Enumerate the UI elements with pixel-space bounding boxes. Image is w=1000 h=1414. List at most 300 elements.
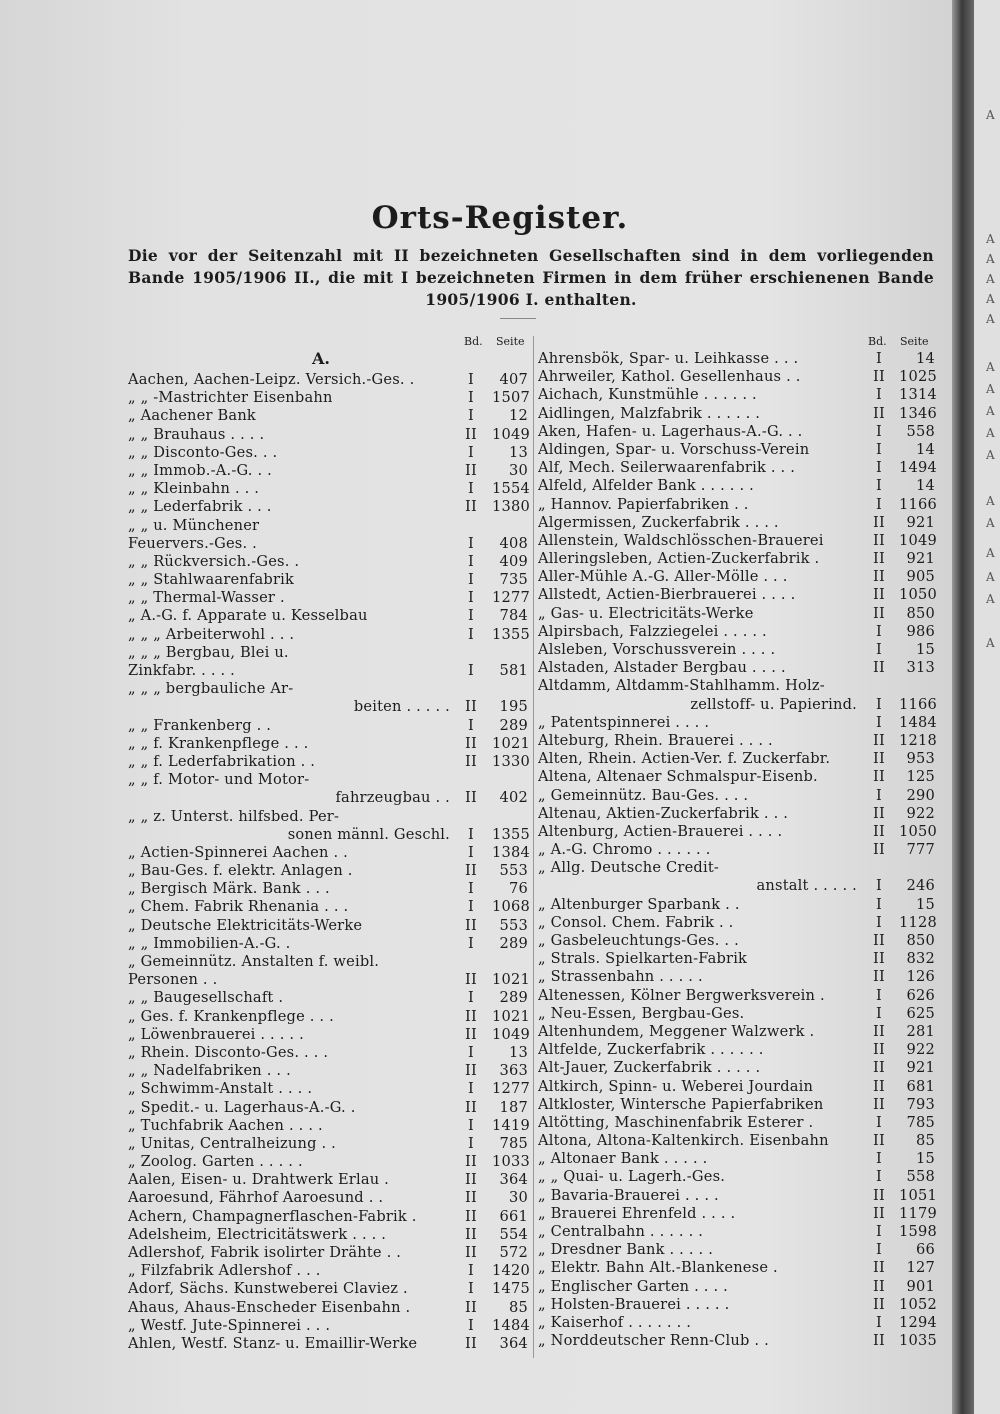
entry-page: 281 [906,1022,935,1040]
entry-volume: I [468,480,474,498]
entry-page: 1068 [492,898,530,916]
right-entry-row [538,859,935,877]
entry-volume: I [468,825,474,843]
entry-volume: II [873,731,885,749]
entry-name: „ „ f. Motor- und Motor- [128,771,310,789]
entry-name: Ahlen, Westf. Stanz- u. Emaillir-Werke [128,1334,418,1352]
right-entry-row [538,768,935,786]
entry-page: 832 [906,950,935,968]
right-entry-row [538,405,935,423]
entry-volume: II [465,1244,477,1261]
left-entry-row [128,662,528,680]
entry-volume: I [876,713,882,731]
entry-volume: II [873,1041,885,1059]
entry-name: „ Hannov. Papierfabriken . . [538,495,749,513]
entry-volume: I [468,1043,474,1061]
right-entry-row [538,1223,935,1241]
entry-page: 553 [499,916,528,934]
left-entry-row [128,862,528,880]
entry-name: „ „ „ Arbeiterwohl . . . [128,625,295,643]
entry-name: „ „ Stahlwaarenfabrik [128,571,295,589]
left-entry-row [128,480,528,498]
entry-volume: II [465,461,477,479]
right-column [538,350,935,1350]
entry-name: Altötting, Maschinenfabrik Esterer . [538,1113,814,1131]
entry-name: Adlershof, Fabrik isolirter Drähte . . [128,1244,402,1261]
right-entry-row [538,787,935,805]
entry-volume: II [873,531,885,549]
entry-volume: II [873,1204,885,1222]
right-entry-row [538,968,935,986]
entry-volume: II [873,1059,885,1077]
entry-volume: II [873,513,885,531]
right-entry-row [538,1096,935,1114]
entry-volume: II [465,752,477,770]
entry-name: sonen männl. Geschl. [287,825,450,843]
left-entry-row [128,553,528,571]
entry-name: Allenstein, Waldschlösschen-Brauerei [538,531,824,549]
entry-name: Altdamm, Altdamm-Stahlhamm. Holz- [538,677,825,695]
entry-volume: I [468,625,474,643]
right-entry-row [538,441,935,459]
entry-name: „ Bau-Ges. f. elektr. Anlagen . [128,862,353,880]
left-entry-row [128,1189,528,1207]
right-entry-row [538,896,935,914]
entry-name: „ Kaiserhof . . . . . . . [538,1313,692,1331]
right-entry-row [538,696,935,714]
entry-volume: I [876,386,882,404]
left-entry-row [128,517,528,535]
entry-page: 785 [906,1113,935,1131]
page-title: Orts-Register. [371,200,629,236]
entry-name: Aichach, Kunstmühle . . . . . . [538,386,757,404]
entry-page: 1330 [492,752,530,770]
entry-volume: II [465,1025,477,1043]
entry-page: 921 [906,550,935,568]
entry-page: 289 [499,716,528,734]
left-entry-row [128,1099,528,1117]
right-entry-row [538,550,935,568]
entry-volume: II [465,1062,477,1080]
entry-page: 572 [499,1244,528,1261]
entry-name: „ Strassenbahn . . . . . [538,968,703,986]
right-entry-row [538,714,935,732]
left-entry-row [128,1317,528,1335]
entry-volume: I [468,407,474,425]
left-entry-row [128,389,528,407]
entry-page: 777 [906,841,935,859]
entry-volume: I [468,607,474,625]
entry-page: 1051 [899,1186,937,1204]
entry-page: 1021 [492,734,530,752]
entry-page: 408 [499,534,528,552]
entry-volume: II [873,804,885,822]
entry-volume: I [876,895,882,913]
entry-name: „ „ Lederfabrik . . . [128,498,272,516]
entry-name: Zinkfabr. . . . . [128,662,236,679]
right-entry-row [538,1332,935,1350]
entry-name: „ Patentspinnerei . . . . [538,713,710,731]
entry-volume: I [876,1004,882,1022]
subtitle-note: Die vor der Seitenzahl mit II bezeichneten Gesellschaften sind in dem vorliegenden Bande 1905/1906 II., die mit I bezeichneten Firmen in dem früher erschienenen Bande 1905/1906 I. enthalten. [128,246,934,309]
entry-page: 1554 [492,480,530,498]
left-entry-row [128,589,528,607]
left-entry-row [128,1262,528,1280]
entry-volume: I [876,1313,882,1331]
right-entry-row [538,641,935,659]
entry-name: Alteburg, Rhein. Brauerei . . . . [538,731,773,749]
entry-name: Adorf, Sächs. Kunstweberei Claviez . [128,1280,408,1298]
entry-page: 1475 [492,1280,530,1298]
entry-name: Aaroesund, Fährhof Aaroesund . . [128,1189,384,1207]
left-entry-row [128,571,528,589]
entry-name: „ „ f. Lederfabrikation . . [128,752,316,770]
entry-volume: II [873,404,885,422]
entry-name: Allstedt, Actien-Bierbrauerei . . . . [538,586,796,604]
entry-volume: II [465,1189,477,1207]
entry-name: Aken, Hafen- u. Lagerhaus-A.-G. . . [538,422,803,440]
entry-name: Aalen, Eisen- u. Drahtwerk Erlau . [128,1171,390,1189]
entry-page: 905 [906,568,935,586]
entry-name: Altenburg, Actien-Brauerei . . . . [538,822,783,840]
entry-page: 625 [906,1004,935,1022]
entry-volume: II [465,789,477,807]
entry-page: 1420 [492,1262,530,1280]
entry-volume: I [468,898,474,916]
entry-page: 1277 [492,589,530,607]
left-entry-row [128,1226,528,1244]
entry-name: Altfelde, Zuckerfabrik . . . . . . [538,1041,764,1059]
entry-name: „ Tuchfabrik Aachen . . . . [128,1116,323,1134]
section-letter: A. [312,349,330,368]
left-entry-row [128,1280,528,1298]
entry-page: 1021 [492,971,530,989]
entry-name: Aldingen, Spar- u. Vorschuss-Verein [538,440,810,458]
left-entry-row [128,808,528,826]
entry-volume: I [876,350,882,367]
right-entry-row [538,514,935,532]
entry-page: 246 [906,877,935,895]
entry-volume: II [465,1334,477,1352]
entry-volume: I [876,1113,882,1131]
entry-name: „ „ Immobilien-A.-G. . [128,934,291,952]
entry-page: 1380 [492,498,530,516]
entry-page: 1507 [492,389,530,407]
right-entry-row [538,1023,935,1041]
entry-page: 626 [906,986,935,1004]
left-entry-row [128,826,528,844]
column-divider [533,336,534,1358]
right-entry-row [538,877,935,895]
entry-page: 1025 [899,368,937,386]
entry-page: 661 [499,1207,528,1225]
right-entry-row [538,1296,935,1314]
entry-name: Aidlingen, Malzfabrik . . . . . . [538,404,761,422]
entry-page: 1052 [899,1295,937,1313]
entry-volume: II [465,1207,477,1225]
left-entry-row [128,626,528,644]
left-entry-row [128,462,528,480]
entry-volume: II [465,1098,477,1116]
entry-page: 1050 [899,822,937,840]
entry-page: 1484 [899,713,937,731]
entry-name: Alt-Jauer, Zuckerfabrik . . . . . [538,1059,761,1077]
left-entry-row [128,1062,528,1080]
entry-name: „ Chem. Fabrik Rhenania . . . [128,898,349,916]
entry-name: Alstaden, Alstader Bergbau . . . . [538,659,786,677]
entry-page: 1598 [899,1223,937,1240]
entry-name: „ „ Immob.-A.-G. . . [128,461,272,479]
entry-name: „ Unitas, Centralheizung . . [128,1134,336,1152]
right-entry-row [538,368,935,386]
right-bd-header: Bd. [868,335,887,348]
entry-name: „ Gasbeleuchtungs-Ges. . . [538,932,739,949]
entry-volume: I [468,1316,474,1334]
entry-volume: II [465,862,477,880]
entry-name: Altkloster, Wintersche Papierfabriken [538,1095,824,1113]
left-entry-row [128,953,528,971]
entry-page: 850 [906,604,935,622]
entry-volume: II [465,1153,477,1171]
entry-name: Feuervers.-Ges. . [128,534,257,552]
entry-volume: II [873,968,885,986]
entry-page: 1384 [492,843,530,861]
right-entry-row [538,1314,935,1332]
entry-name: Alsleben, Vorschussverein . . . . [538,641,776,658]
left-entry-row [128,771,528,789]
entry-page: 1314 [899,386,937,404]
entry-volume: II [873,1277,885,1295]
entry-page: 30 [509,1189,528,1207]
entry-page: 15 [916,1150,935,1168]
entry-volume: I [876,440,882,458]
right-entry-row [538,1041,935,1059]
left-entry-row [128,935,528,953]
entry-name: Altena, Altenaer Schmalspur-Eisenb. [538,768,818,786]
entry-volume: I [876,1150,882,1168]
right-entry-row [538,1132,935,1150]
entry-name: Alfeld, Alfelder Bank . . . . . . [538,477,754,495]
entry-volume: II [873,1186,885,1204]
entry-page: 558 [906,422,935,440]
entry-page: 921 [906,513,935,531]
entry-page: 12 [509,407,528,425]
entry-volume: I [876,695,882,713]
entry-volume: II [465,734,477,752]
right-entry-row [538,477,935,495]
left-entry-row [128,1117,528,1135]
right-entry-row [538,1187,935,1205]
right-entry-row [538,568,935,586]
entry-page: 1166 [899,695,937,713]
entry-name: „ Spedit.- u. Lagerhaus-A.-G. . [128,1098,356,1116]
entry-name: anstalt . . . . . [756,877,857,895]
entry-name: „ Altenburger Sparbank . . [538,895,740,913]
entry-name: Ahaus, Ahaus-Enscheder Eisenbahn . [128,1298,411,1316]
entry-page: 1128 [899,913,937,931]
left-bd-header: Bd. [464,335,483,348]
left-entry-row [128,971,528,989]
entry-name: Algermissen, Zuckerfabrik . . . . [538,513,779,531]
left-entry-row [128,1080,528,1098]
entry-volume: II [873,586,885,604]
left-entry-row [128,1335,528,1353]
entry-page: 1346 [899,404,937,422]
entry-name: Altenau, Aktien-Zuckerfabrik . . . [538,804,789,822]
right-entry-row [538,1259,935,1277]
entry-volume: II [465,1225,477,1243]
entry-page: 195 [499,698,528,716]
entry-volume: I [468,534,474,552]
entry-name: zellstoff- u. Papierind. [690,695,857,713]
entry-page: 785 [499,1134,528,1152]
entry-volume: I [468,371,474,388]
left-entry-row [128,717,528,735]
left-column-header [440,335,530,349]
entry-volume: I [468,934,474,952]
entry-name: „ „ u. Münchener [128,516,260,534]
entry-volume: II [873,1332,885,1350]
entry-name: „ Deutsche Elektricitäts-Werke [128,916,363,934]
right-entry-row [538,532,935,550]
right-entry-row [538,1005,935,1023]
entry-page: 1035 [899,1332,937,1350]
entry-name: „ „ Kleinbahn . . . [128,480,260,498]
entry-page: 921 [906,1059,935,1077]
entry-name: „ Neu-Essen, Bergbau-Ges. [538,1004,745,1022]
entry-name: „ Altonaer Bank . . . . . [538,1150,708,1168]
entry-page: 364 [499,1334,528,1352]
entry-name: „ Löwenbrauerei . . . . . [128,1025,304,1043]
entry-page: 901 [906,1277,935,1295]
entry-volume: I [468,1080,474,1098]
right-entry-row [538,1078,935,1096]
entry-volume: I [468,552,474,570]
left-entry-row [128,407,528,425]
entry-name: „ „ Frankenberg . . [128,716,272,734]
entry-volume: I [468,389,474,407]
entry-volume: II [873,1259,885,1277]
entry-name: „ Gemeinnütz. Bau-Ges. . . . [538,786,749,804]
entry-page: 85 [509,1298,528,1316]
right-entry-row [538,623,935,641]
entry-volume: I [876,786,882,804]
entry-volume: I [468,1262,474,1280]
entry-page: 1049 [899,531,937,549]
entry-page: 1179 [899,1204,937,1222]
entry-name: „ Dresdner Bank . . . . . [538,1241,714,1259]
entry-page: 735 [499,571,528,589]
entry-page: 126 [906,968,935,986]
entry-name: „ „ „ Bergbau, Blei u. [128,643,289,661]
entry-name: Aller-Mühle A.-G. Aller-Mölle . . . [538,568,788,586]
left-entry-row [128,644,528,662]
entry-name: „ „ Brauhaus . . . . [128,425,265,443]
entry-name: „ Gas- u. Electricitäts-Werke [538,604,754,622]
left-entry-row [128,444,528,462]
entry-volume: I [876,422,882,440]
entry-page: 1033 [492,1153,530,1171]
entry-name: „ Bergisch Märk. Bank . . . [128,880,330,898]
right-entry-row [538,1278,935,1296]
entry-name: „ „ Quai- u. Lagerh.-Ges. [538,1168,726,1186]
entry-page: 953 [906,750,935,768]
left-entry-row [128,1008,528,1026]
right-entry-row [538,1168,935,1186]
entry-name: „ Rhein. Disconto-Ges. . . . [128,1043,329,1061]
entry-name: „ „ -Mastrichter Eisenbahn [128,389,333,407]
entry-page: 76 [509,880,528,898]
entry-volume: I [876,495,882,513]
entry-volume: II [873,750,885,768]
right-entry-row [538,496,935,514]
entry-page: 1166 [899,495,937,513]
entry-volume: II [465,1171,477,1189]
left-entry-row [128,498,528,516]
right-entry-row [538,1059,935,1077]
entry-name: „ Norddeutscher Renn-Club . . [538,1332,769,1350]
right-entry-row [538,932,935,950]
entry-volume: II [873,822,885,840]
entry-page: 13 [509,443,528,461]
entry-volume: I [468,443,474,461]
right-entry-row [538,677,935,695]
entry-page: 553 [499,862,528,880]
left-entry-row [128,844,528,862]
entry-name: fahrzeugbau . . [335,789,450,807]
entry-page: 409 [499,552,528,570]
right-entry-row [538,350,935,368]
entry-name: Ahrensbök, Spar- u. Leihkasse . . . [538,350,799,367]
entry-page: 14 [916,440,935,458]
entry-page: 1049 [492,1025,530,1043]
right-entry-row [538,823,935,841]
entry-page: 15 [916,895,935,913]
left-entry-row [128,426,528,444]
entry-volume: I [468,571,474,589]
left-entry-row [128,917,528,935]
entry-name: „ Consol. Chem. Fabrik . . [538,913,734,931]
entry-volume: I [876,913,882,931]
entry-page: 85 [916,1132,935,1150]
entry-page: 1494 [899,459,937,477]
entry-page: 558 [906,1168,935,1186]
entry-volume: II [873,1095,885,1113]
left-entry-row [128,898,528,916]
left-entry-row [128,680,528,698]
title-divider [500,318,536,319]
left-entry-row [128,535,528,553]
entry-name: „ Gemeinnütz. Anstalten f. weibl. [128,953,380,970]
right-entry-row [538,605,935,623]
left-entry-row [128,1171,528,1189]
entry-page: 1050 [899,586,937,604]
entry-page: 289 [499,989,528,1007]
entry-page: 1294 [899,1313,937,1331]
left-entry-row [128,1026,528,1044]
entry-name: Alten, Rhein. Actien-Ver. f. Zuckerfabr. [538,750,831,768]
entry-volume: II [873,841,885,859]
entry-volume: II [873,568,885,586]
entry-name: Ahrweiler, Kathol. Gesellenhaus . . [538,368,801,386]
entry-volume: I [468,989,474,1007]
entry-page: 407 [499,371,528,388]
entry-name: „ „ f. Krankenpflege . . . [128,734,309,752]
entry-volume: II [873,1022,885,1040]
entry-name: „ Schwimm-Anstalt . . . . [128,1080,313,1098]
entry-name: „ Filzfabrik Adlershof . . . [128,1262,321,1280]
entry-volume: II [465,1007,477,1025]
